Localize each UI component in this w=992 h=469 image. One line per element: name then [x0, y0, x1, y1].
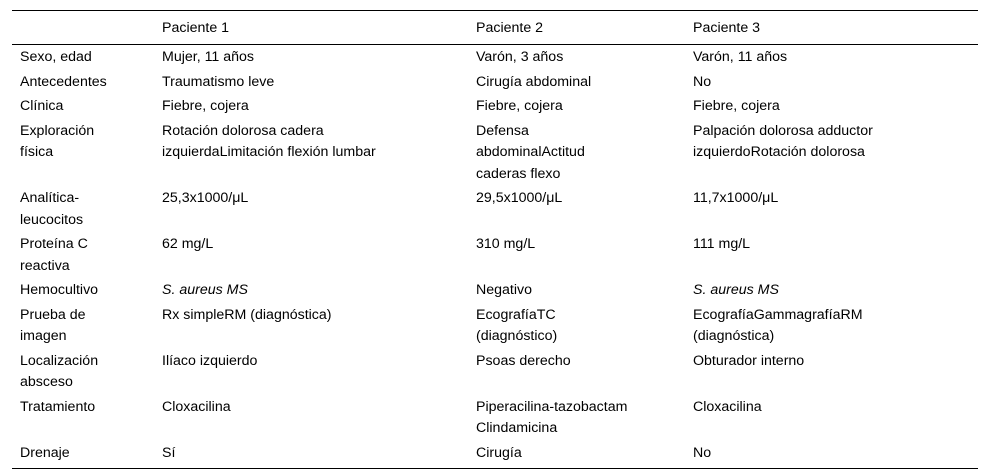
column-header-patient-1: Paciente 1: [162, 19, 230, 36]
table-row: [12, 303, 978, 349]
cell-patient-3: [685, 349, 978, 395]
row-label: [12, 349, 154, 395]
cell-patient-3: [685, 441, 978, 469]
cell-line: 29,5x1000/μL: [476, 190, 563, 206]
cell-line: 11,7x1000/μL: [693, 190, 779, 206]
table-row: [12, 94, 978, 119]
table-row: [12, 349, 978, 395]
cell-patient-2: [468, 119, 685, 187]
cell-patient-1: [154, 278, 468, 303]
row-label: [12, 278, 154, 303]
cell-line: 111 mg/L: [693, 236, 751, 252]
cell-line: caderas flexo: [476, 165, 561, 182]
cell-line: 25,3x1000/μL: [162, 190, 249, 206]
cell-patient-3: [685, 186, 978, 232]
cell-patient-2: [468, 232, 685, 278]
row-label: [12, 186, 154, 232]
cell-patient-2: [468, 70, 685, 95]
cell-line: Rotación dolorosa cadera: [162, 122, 324, 139]
row-label: [12, 70, 154, 95]
cell-line: Defensa: [476, 122, 529, 139]
cell-line: Fiebre, cojera: [476, 98, 563, 114]
table-row: [12, 119, 978, 187]
cell-line: (diagnóstica): [693, 328, 775, 344]
table-row: [12, 441, 978, 469]
table-row: [12, 70, 978, 95]
cell-line: Analítica-: [20, 190, 80, 206]
cell-line: Rx simpleRM (diagnóstica): [162, 306, 332, 323]
table-row: [12, 232, 978, 278]
cell-patient-3: [685, 45, 978, 70]
column-header-empty: [12, 11, 154, 45]
cell-patient-1: [154, 119, 468, 187]
cell-patient-1: [154, 70, 468, 95]
cell-patient-3: [685, 70, 978, 95]
table-row: [12, 45, 978, 70]
cell-patient-2: [468, 395, 685, 441]
cell-line: imagen: [20, 328, 67, 344]
cell-line: Sexo, edad: [20, 49, 92, 65]
cell-line: S. aureus MS: [162, 282, 248, 298]
row-label: [12, 441, 154, 469]
column-header-patient-3: Paciente 3: [693, 19, 761, 36]
cell-line: Fiebre, cojera: [693, 98, 780, 114]
cell-line: EcografíaGammagrafíaRM: [693, 306, 863, 323]
row-label: [12, 232, 154, 278]
row-label: [12, 119, 154, 187]
cell-line: izquierdaLimitación flexión lumbar: [162, 144, 376, 160]
table-row: [12, 278, 978, 303]
cell-line: No: [693, 444, 712, 461]
cell-patient-2: [468, 303, 685, 349]
table-row: [12, 186, 978, 232]
row-label: [12, 94, 154, 119]
cell-line: leucocitos: [20, 211, 84, 228]
cell-line: Cirugía: [476, 444, 522, 461]
row-label: [12, 303, 154, 349]
cell-patient-3: [685, 119, 978, 187]
cell-patient-1: [154, 45, 468, 70]
cell-patient-3: [685, 395, 978, 441]
cell-line: Psoas derecho: [476, 352, 571, 369]
cell-line: No: [693, 73, 712, 90]
cell-line: abdominalActitud: [476, 144, 585, 160]
cell-line: Localización: [20, 352, 99, 369]
cell-line: física: [20, 144, 54, 160]
cell-patient-2: [468, 45, 685, 70]
cell-line: absceso: [20, 374, 73, 390]
cell-line: (diagnóstico): [476, 328, 558, 344]
cell-line: Clindamicina: [476, 420, 558, 436]
cell-line: 310 mg/L: [476, 236, 536, 252]
cell-patient-3: [685, 94, 978, 119]
cell-patient-3: [685, 303, 978, 349]
cell-line: Fiebre, cojera: [162, 98, 249, 114]
cell-line: Negativo: [476, 282, 532, 298]
patients-table: [12, 10, 978, 469]
cell-line: Varón, 11 años: [693, 49, 788, 65]
cell-line: Obturador interno: [693, 352, 805, 369]
cell-line: izquierdoRotación dolorosa: [693, 144, 865, 160]
cell-patient-2: [468, 186, 685, 232]
cell-patient-2: [468, 441, 685, 469]
column-header-patient-2: Paciente 2: [476, 19, 544, 36]
cell-line: Clínica: [20, 98, 64, 114]
cell-patient-1: [154, 395, 468, 441]
cell-patient-1: [154, 186, 468, 232]
patients-table-container: [12, 10, 978, 469]
cell-line: 62 mg/L: [162, 236, 214, 252]
cell-line: Sí: [162, 444, 176, 461]
cell-line: Mujer, 11 años: [162, 49, 255, 65]
cell-patient-2: [468, 349, 685, 395]
cell-patient-1: [154, 349, 468, 395]
cell-line: Drenaje: [20, 444, 70, 461]
cell-line: Tratamiento: [20, 398, 96, 415]
cell-patient-1: [154, 441, 468, 469]
cell-patient-2: [468, 94, 685, 119]
cell-line: Exploración: [20, 122, 95, 139]
table-row: [12, 395, 978, 441]
cell-line: Proteína C: [20, 236, 88, 252]
cell-line: Palpación dolorosa adductor: [693, 122, 873, 139]
cell-patient-3: [685, 278, 978, 303]
cell-line: Cloxacilina: [693, 398, 762, 415]
table-header-row: [12, 11, 978, 45]
cell-line: Traumatismo leve: [162, 73, 275, 90]
cell-line: S. aureus MS: [693, 282, 779, 298]
cell-line: reactiva: [20, 257, 70, 274]
cell-patient-1: [154, 232, 468, 278]
row-label: [12, 45, 154, 70]
cell-line: Prueba de: [20, 306, 86, 323]
cell-line: Ilíaco izquierdo: [162, 352, 258, 369]
cell-patient-3: [685, 232, 978, 278]
cell-line: Piperacilina-tazobactam: [476, 398, 628, 415]
cell-line: Cloxacilina: [162, 398, 231, 415]
cell-patient-2: [468, 278, 685, 303]
cell-line: Cirugía abdominal: [476, 73, 592, 90]
cell-line: Hemocultivo: [20, 282, 99, 298]
cell-patient-1: [154, 303, 468, 349]
cell-patient-1: [154, 94, 468, 119]
cell-line: Varón, 3 años: [476, 49, 564, 65]
cell-line: Antecedentes: [20, 73, 107, 90]
cell-line: EcografíaTC: [476, 306, 556, 323]
row-label: [12, 395, 154, 441]
